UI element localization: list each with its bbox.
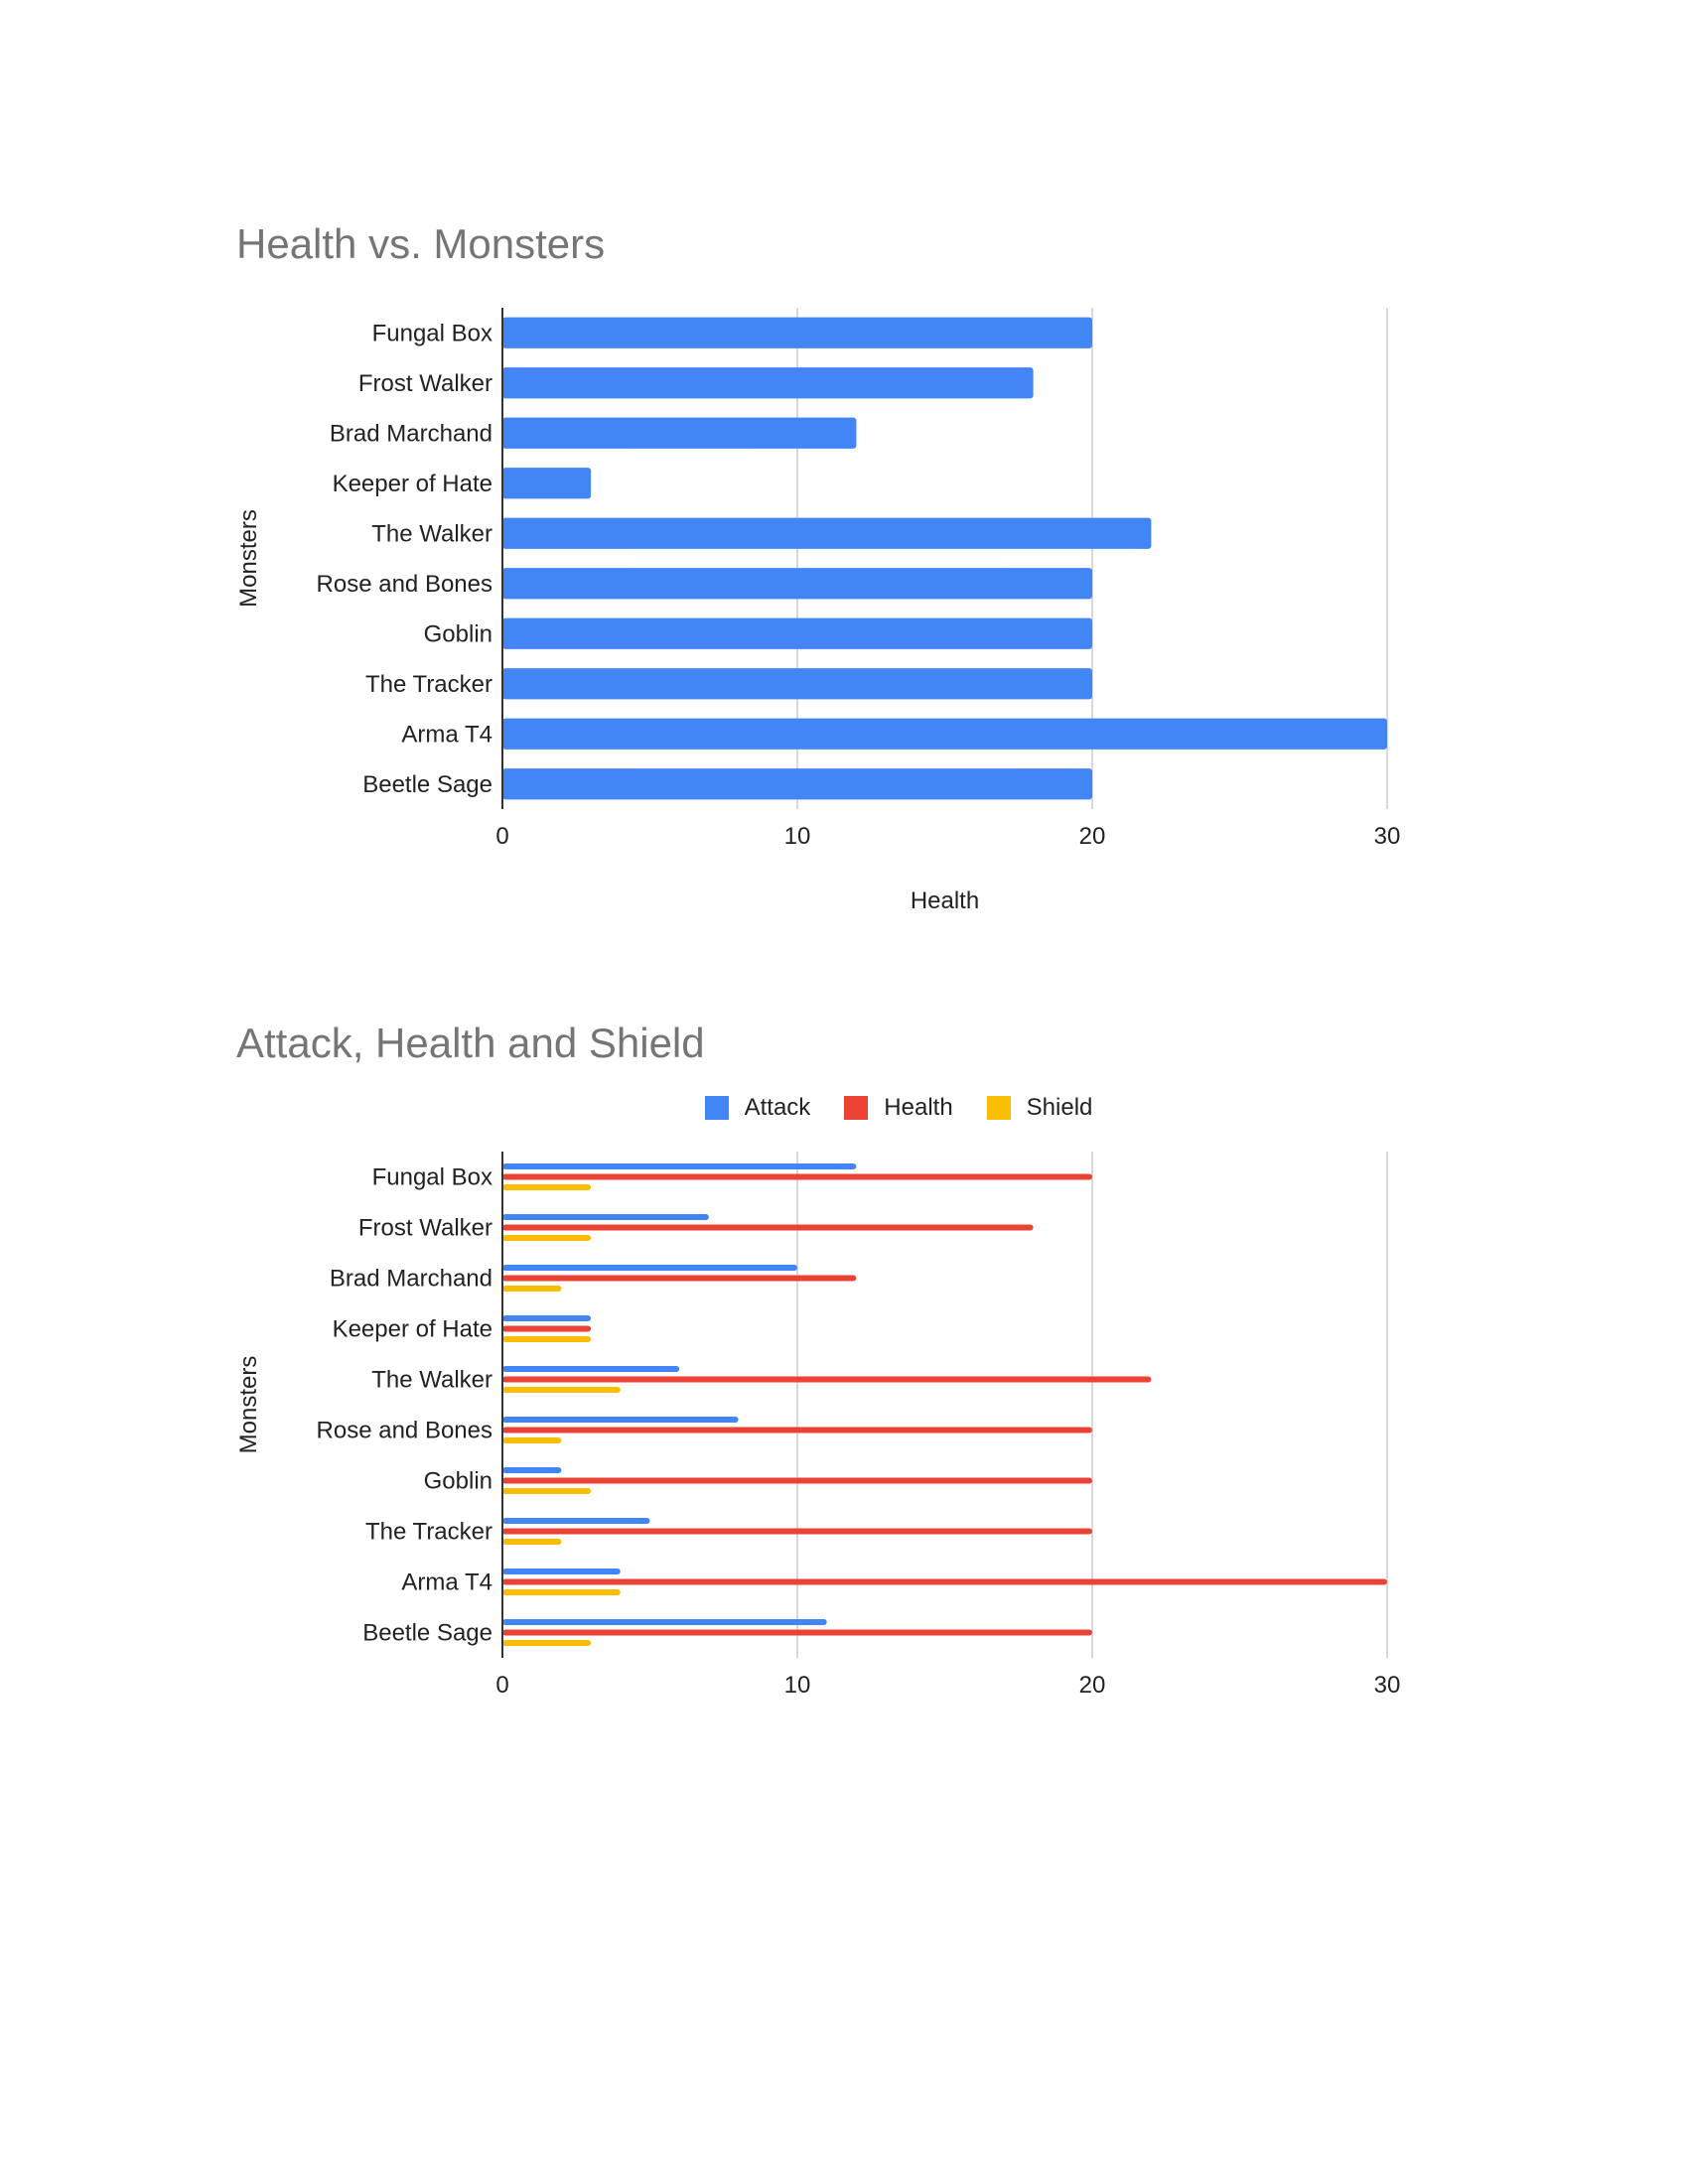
bar-health-brad-marchand [502, 1276, 856, 1282]
category-label-keeper-of-hate: Keeper of Hate [332, 470, 492, 497]
category-label-the-walker: The Walker [371, 520, 492, 548]
bar-health-arma-t4 [502, 1579, 1387, 1585]
category-label-frost-walker: Frost Walker [357, 1214, 492, 1242]
bar-arma-t4 [502, 719, 1387, 750]
bar-attack-the-walker [502, 1366, 679, 1372]
bar-shield-frost-walker [502, 1235, 591, 1241]
x-axis-label: Health [910, 887, 980, 914]
x-tick-label-10: 10 [783, 1672, 811, 1699]
x-tick-label-20: 20 [1078, 1672, 1106, 1699]
category-label-goblin: Goblin [423, 1467, 492, 1495]
x-tick-label-30: 30 [1373, 1672, 1401, 1699]
legend-label-shield: Shield [1026, 1094, 1093, 1121]
chart-title: Health vs. Monsters [236, 220, 606, 267]
legend-label-health: Health [884, 1094, 953, 1121]
bar-beetle-sage [502, 768, 1092, 799]
x-tick-label-0: 0 [495, 1672, 509, 1699]
bar-attack-arma-t4 [502, 1569, 621, 1574]
bar-shield-arma-t4 [502, 1589, 621, 1595]
bar-fungal-box [502, 318, 1092, 348]
bar-shield-brad-marchand [502, 1286, 561, 1292]
category-label-the-walker: The Walker [371, 1366, 492, 1394]
bar-shield-the-tracker [502, 1539, 561, 1545]
bar-keeper-of-hate [502, 468, 591, 498]
bar-attack-keeper-of-hate [502, 1315, 591, 1321]
category-label-arma-t4: Arma T4 [401, 1569, 492, 1596]
chart-plot-area [0, 1020, 1688, 1757]
health-vs-monsters-chart [0, 220, 1688, 938]
bar-attack-beetle-sage [502, 1619, 827, 1625]
category-label-beetle-sage: Beetle Sage [362, 770, 492, 798]
category-label-frost-walker: Frost Walker [357, 369, 492, 397]
category-label-fungal-box: Fungal Box [371, 320, 492, 347]
chart-plot-area [0, 220, 1688, 938]
bar-attack-the-tracker [502, 1518, 650, 1524]
x-tick-label-20: 20 [1078, 823, 1106, 850]
chart-title: Attack, Health and Shield [236, 1020, 705, 1066]
category-label-rose-and-bones: Rose and Bones [316, 1417, 492, 1444]
bar-attack-goblin [502, 1467, 561, 1473]
bar-health-frost-walker [502, 1225, 1034, 1231]
bar-brad-marchand [502, 418, 856, 449]
bar-shield-keeper-of-hate [502, 1336, 591, 1342]
bar-shield-goblin [502, 1488, 591, 1494]
bar-shield-beetle-sage [502, 1640, 591, 1646]
bar-attack-rose-and-bones [502, 1417, 739, 1423]
bar-shield-fungal-box [502, 1184, 591, 1190]
bar-goblin [502, 618, 1092, 649]
category-label-fungal-box: Fungal Box [371, 1163, 492, 1191]
category-label-brad-marchand: Brad Marchand [329, 420, 492, 448]
bar-rose-and-bones [502, 568, 1092, 599]
category-label-brad-marchand: Brad Marchand [329, 1265, 492, 1293]
bar-health-keeper-of-hate [502, 1326, 591, 1332]
x-tick-label-0: 0 [495, 823, 509, 850]
category-label-beetle-sage: Beetle Sage [362, 1619, 492, 1647]
bar-shield-the-walker [502, 1387, 621, 1393]
bar-attack-frost-walker [502, 1214, 709, 1220]
category-label-the-tracker: The Tracker [364, 1518, 492, 1546]
bar-frost-walker [502, 367, 1034, 398]
bar-health-fungal-box [502, 1174, 1092, 1180]
attack-health-shield-chart [0, 1020, 1688, 1757]
bar-attack-brad-marchand [502, 1265, 797, 1271]
bar-shield-rose-and-bones [502, 1437, 561, 1443]
y-axis-label: Monsters [235, 509, 262, 608]
y-axis-label: Monsters [235, 1355, 262, 1454]
category-label-arma-t4: Arma T4 [401, 721, 492, 749]
category-label-the-tracker: The Tracker [364, 670, 492, 698]
bar-health-goblin [502, 1478, 1092, 1484]
category-label-keeper-of-hate: Keeper of Hate [332, 1315, 492, 1343]
bar-health-the-tracker [502, 1529, 1092, 1535]
bar-health-the-walker [502, 1377, 1151, 1383]
bar-health-rose-and-bones [502, 1428, 1092, 1433]
x-tick-label-10: 10 [783, 823, 811, 850]
category-label-rose-and-bones: Rose and Bones [316, 570, 492, 598]
bar-the-walker [502, 518, 1151, 549]
x-tick-label-30: 30 [1373, 823, 1401, 850]
bar-the-tracker [502, 668, 1092, 699]
bar-attack-fungal-box [502, 1163, 856, 1169]
bar-health-beetle-sage [502, 1630, 1092, 1636]
category-label-goblin: Goblin [423, 620, 492, 648]
legend-label-attack: Attack [744, 1094, 811, 1121]
